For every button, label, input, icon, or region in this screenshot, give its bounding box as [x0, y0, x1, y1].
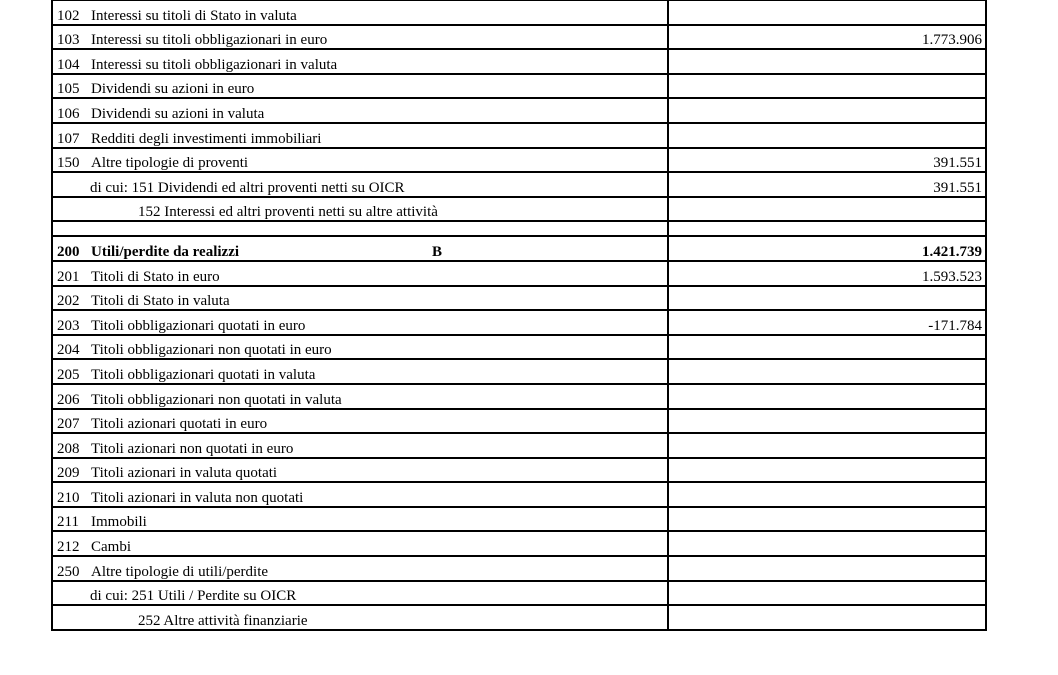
row-code: 105 [57, 81, 80, 98]
row-description [52, 556, 668, 581]
row-code: 107 [57, 130, 80, 147]
row-label: Altre tipologie di proventi [91, 155, 249, 172]
row-code: 150 [57, 155, 80, 172]
row-label: di cui: 251 Utili / Perdite su OICR [90, 588, 297, 605]
row-value [668, 74, 986, 99]
row-label: Redditi degli investimenti immobiliari [91, 130, 322, 147]
row-code: 106 [57, 105, 80, 122]
item-row [52, 74, 986, 99]
row-label: Titoli obbligazionari non quotati in valuta [91, 391, 342, 408]
item-row [52, 482, 986, 507]
item-row [52, 458, 986, 483]
row-value [668, 335, 986, 360]
row-label: Titoli di Stato in valuta [91, 293, 230, 310]
row-description [52, 49, 668, 74]
row-code: 104 [57, 56, 80, 73]
row-label: 152 Interessi ed altri proventi netti su altre attività [138, 204, 438, 221]
row-label: Utili/perdite da realizzi [91, 243, 240, 260]
row-label: 252 Altre attività finanziarie [138, 612, 308, 629]
item-row [52, 556, 986, 581]
row-code: 203 [57, 317, 80, 334]
row-description [52, 433, 668, 458]
row-label: Interessi su titoli di Stato in valuta [91, 7, 297, 24]
item-row [52, 433, 986, 458]
row-value: 391.551 [668, 172, 986, 197]
item-row [52, 507, 986, 532]
row-value [668, 359, 986, 384]
item-row [52, 286, 986, 311]
row-description [52, 507, 668, 532]
row-description [52, 197, 668, 222]
row-code: 102 [57, 7, 80, 24]
row-code: 208 [57, 440, 80, 457]
row-value [668, 458, 986, 483]
row-description [52, 0, 668, 25]
subitem-row [52, 172, 986, 197]
row-description [52, 531, 668, 556]
item-row [52, 335, 986, 360]
row-description [52, 98, 668, 123]
row-value [668, 605, 986, 630]
section-marker: B [432, 243, 443, 260]
row-label: Titoli azionari quotati in euro [91, 416, 268, 433]
row-description [52, 409, 668, 434]
row-description [52, 458, 668, 483]
row-label: Dividendi su azioni in euro [91, 81, 255, 98]
row-label: Interessi su titoli obbligazionari in valuta [91, 56, 338, 73]
item-row [52, 384, 986, 409]
row-value: 391.551 [668, 148, 986, 173]
row-description [52, 172, 668, 197]
row-label: Titoli azionari non quotati in euro [91, 440, 294, 457]
row-value [668, 581, 986, 606]
row-value [668, 482, 986, 507]
statement-body [52, 0, 986, 630]
row-value: -171.784 [668, 310, 986, 335]
row-code: 250 [57, 563, 80, 580]
row-value [668, 433, 986, 458]
spacer-row [52, 221, 986, 236]
row-label: Titoli obbligazionari quotati in valuta [91, 366, 316, 383]
row-description [52, 74, 668, 99]
row-description [52, 384, 668, 409]
row-value [668, 0, 986, 25]
row-value [668, 556, 986, 581]
row-value [668, 123, 986, 148]
row-description [52, 236, 668, 261]
row-description [52, 359, 668, 384]
item-row [52, 359, 986, 384]
row-description [52, 335, 668, 360]
row-label: Cambi [91, 539, 131, 556]
row-description [52, 482, 668, 507]
spacer-cell [52, 221, 668, 236]
spacer-cell [668, 221, 986, 236]
item-row [52, 409, 986, 434]
row-code: 103 [57, 32, 80, 49]
row-value [668, 384, 986, 409]
row-value [668, 409, 986, 434]
row-code: 211 [57, 514, 79, 531]
row-value: 1.773.906 [668, 25, 986, 50]
row-label: Titoli obbligazionari non quotati in euro [91, 342, 332, 359]
row-label: Titoli di Stato in euro [91, 268, 220, 285]
row-code: 205 [57, 366, 80, 383]
row-label: Titoli azionari in valuta non quotati [91, 489, 304, 506]
row-description [52, 123, 668, 148]
row-code: 204 [57, 342, 80, 359]
row-label: Titoli azionari in valuta quotati [91, 465, 278, 482]
item-row [52, 98, 986, 123]
financial-statement-table [51, 0, 987, 631]
row-code: 210 [57, 489, 80, 506]
row-value [668, 286, 986, 311]
total-row [52, 236, 986, 261]
item-row [52, 148, 986, 173]
row-value [668, 197, 986, 222]
row-label: Interessi su titoli obbligazionari in euro [91, 32, 328, 49]
subitem-row [52, 605, 986, 630]
row-description [52, 25, 668, 50]
item-row [52, 531, 986, 556]
item-row [52, 25, 986, 50]
item-row [52, 123, 986, 148]
row-label: di cui: 151 Dividendi ed altri proventi netti su OICR [90, 179, 405, 196]
row-code: 201 [57, 268, 80, 285]
row-value [668, 507, 986, 532]
row-label: Altre tipologie di utili/perdite [91, 563, 269, 580]
row-value: 1.593.523 [668, 261, 986, 286]
row-description [52, 286, 668, 311]
row-code: 200 [57, 243, 80, 260]
row-description [52, 581, 668, 606]
row-description [52, 261, 668, 286]
row-description [52, 605, 668, 630]
item-row [52, 310, 986, 335]
row-code: 202 [57, 293, 80, 310]
item-row [52, 49, 986, 74]
row-description [52, 310, 668, 335]
row-value [668, 531, 986, 556]
subitem-row [52, 197, 986, 222]
row-code: 207 [57, 416, 80, 433]
row-code: 212 [57, 539, 80, 556]
row-label: Titoli obbligazionari quotati in euro [91, 317, 306, 334]
row-code: 209 [57, 465, 80, 482]
row-value [668, 49, 986, 74]
row-code: 206 [57, 391, 80, 408]
row-description [52, 148, 668, 173]
subitem-row [52, 581, 986, 606]
row-value [668, 98, 986, 123]
item-row [52, 0, 986, 25]
row-value: 1.421.739 [668, 236, 986, 261]
row-label: Immobili [91, 514, 147, 531]
item-row [52, 261, 986, 286]
row-label: Dividendi su azioni in valuta [91, 105, 265, 122]
